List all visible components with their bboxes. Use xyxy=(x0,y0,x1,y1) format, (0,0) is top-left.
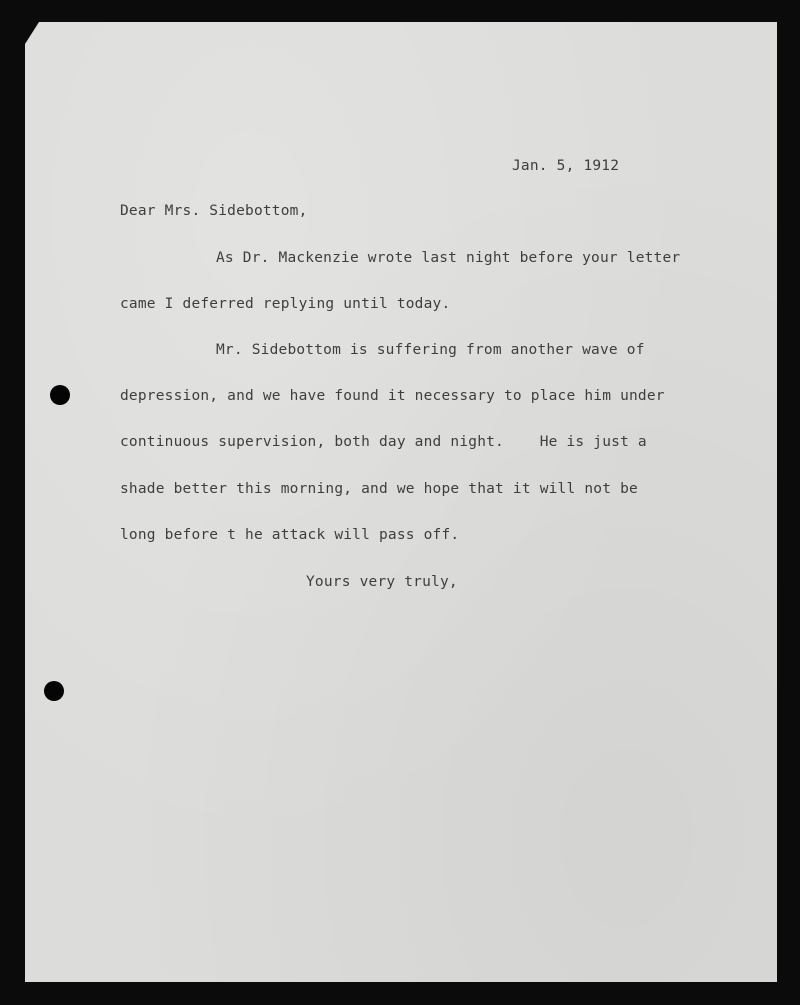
folded-corner xyxy=(25,22,39,44)
letter-page xyxy=(25,22,777,982)
body-line-7: long before t he attack will pass off. xyxy=(120,527,460,543)
salutation: Dear Mrs. Sidebottom, xyxy=(120,203,308,219)
body-line-3: Mr. Sidebottom is suffering from another wave of xyxy=(216,342,645,358)
punch-hole-lower xyxy=(44,681,64,701)
punch-hole-upper xyxy=(50,385,70,405)
body-line-4: depression, and we have found it necessary to place him under xyxy=(120,388,665,404)
letter-date: Jan. 5, 1912 xyxy=(512,158,620,174)
body-line-5: continuous supervision, both day and night. He is just a xyxy=(120,434,647,450)
complimentary-close: Yours very truly, xyxy=(306,574,458,590)
body-line-1: As Dr. Mackenzie wrote last night before your letter xyxy=(216,250,681,266)
body-line-6: shade better this morning, and we hope that it will not be xyxy=(120,481,638,497)
body-line-2: came I deferred replying until today. xyxy=(120,296,451,312)
